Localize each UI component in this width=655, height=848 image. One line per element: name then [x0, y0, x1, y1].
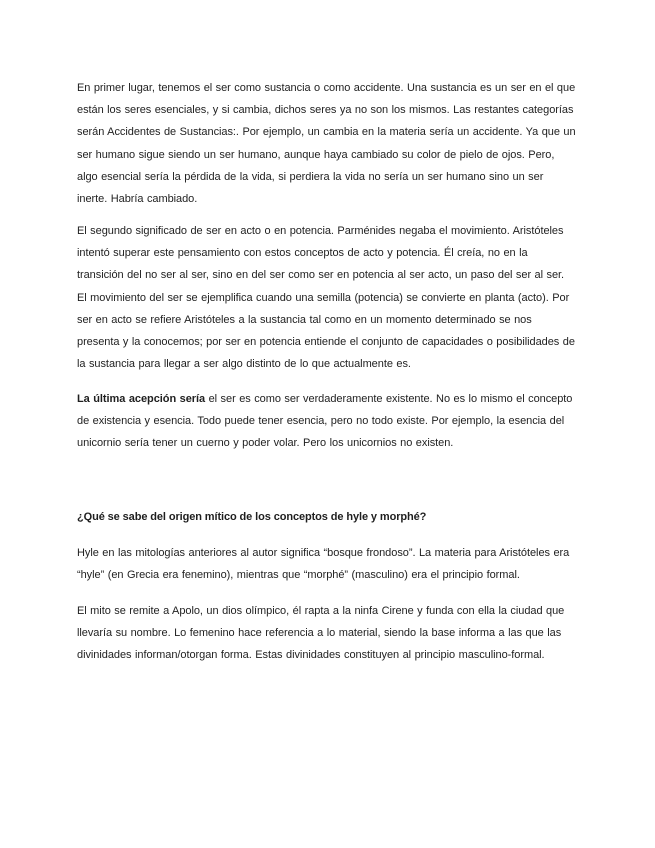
paragraph-hyle-morphe: Hyle en las mitologías anteriores al autor significa “bosque frondoso”. La materia para Aristóteles era “hyle” (en Grecia era fenemino), mientras que “morphé” (masculino) era el principio formal.	[77, 547, 570, 582]
section-heading: ¿Qué se sabe del origen mítico de los conceptos de hyle y morphé?	[77, 511, 427, 523]
paragraph-ser-sustancia-accidente: En primer lugar, tenemos el ser como sustancia o como accidente. Una sustancia es un ser en el que están los seres esenciales, y si cambia, dichos seres ya no son los mismos. Las restantes categorías serán Accidentes de Sustancias:. Por ejemplo, un cambia en la materia sería un accidente. Ya que un ser humano sigue siendo un ser humano, aunque haya cambiado su color de pielo de ojos. Pero, algo esencial sería la pérdida de la vida, si perdiera la vida no sería un ser humano sino un ser inerte. Habría cambiado.	[77, 82, 576, 206]
paragraph-ser-acto-potencia: El segundo significado de ser en acto o en potencia. Parménides negaba el movimiento. Aristóteles intentó superar este pensamiento con estos conceptos de acto y potencia. Él creía, no en la transición del no ser al ser, sino en del ser como ser en potencia al ser acto, un paso del ser al ser. El movimiento del ser se ejemplifica cuando una semilla (potencia) se convierte en planta (acto). Por ser en acto se refiere Aristóteles a la sustancia tal como en un momento determinado se nos presenta y la conocemos; por ser en potencia entiende el conjunto de capacidades o posibilidades de la sustancia para llegar a ser algo distinto de lo que actualmente es.	[77, 225, 575, 371]
paragraph-mito-apolo: El mito se remite a Apolo, un dios olímpico, él rapta a la ninfa Cirene y funda con ella la ciudad que llevaría su nombre. Lo femenino hace referencia a lo material, siendo la base informa a las que las divinidades informan/otorgan forma. Estas divinidades constituyen al principio masculino-formal.	[77, 605, 565, 662]
paragraph-lead-bold: La última acepción sería	[77, 393, 206, 405]
paragraph-rest-text: el ser es como ser verdaderamente existente. No es lo mismo el concepto de existencia y esencia. Todo puede tener esencia, pero no todo existe. Por ejemplo, la esencia del unicornio sería tener un cuerno y poder volar. Pero los unicornios no existen.	[77, 393, 573, 450]
paragraph-ser-existente	[77, 388, 577, 455]
